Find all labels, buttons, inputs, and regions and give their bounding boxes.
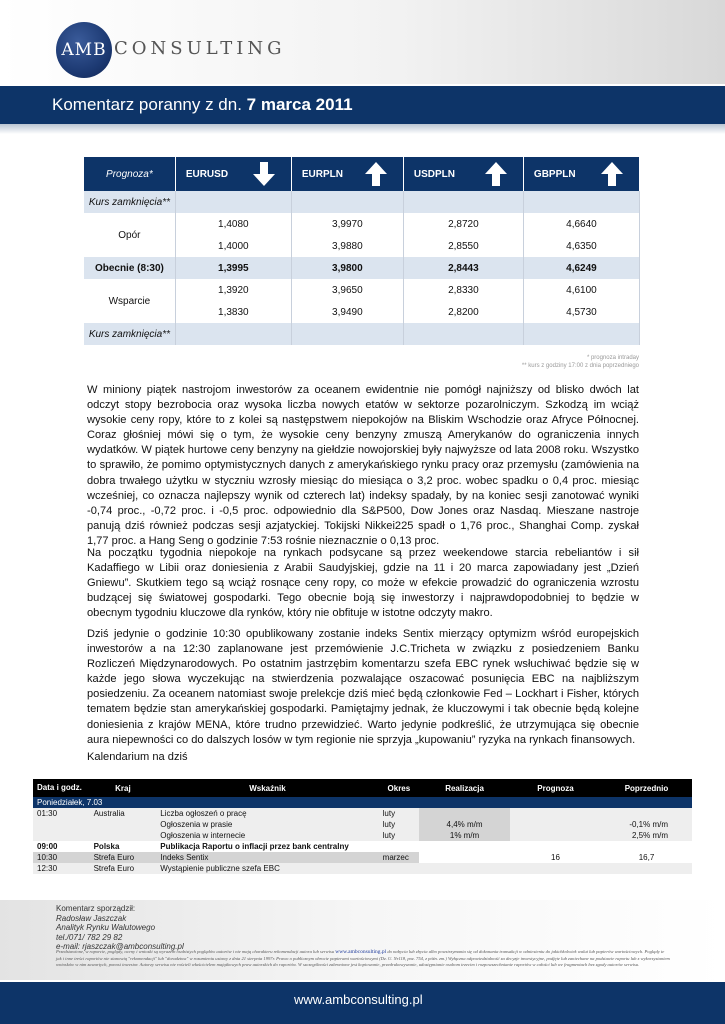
- cal-previous: [601, 863, 692, 874]
- table-row: [33, 808, 692, 819]
- disclaimer-b: do nabycia lub zbycia albo powstrzymania się od dokonania transakcji w odniesieniu do jakichkolwiek walut lub papierów wartościowych. Poglądy te jak i inne treści raportów nie stanowią "rekomendacji" lub "doradztwa" w rozumieniu ustawy z dnia 21 sierpnia 1997r. Prawo o publicznym obrocie papierami wartościowymi (Dz. U. Nr118, poz. 754, z późn. zm.) Wyłączna odpowiedzialność za decyzje inwestycyjne, podjęte lub zaniechane na podstawie raportu lub z wykorzystaniem wniosków w nim zawartych, ponosi inwestor. Autorzy serwisu nie rościeli właścicielem majątkowych praw autorskich do raportów. W szczególności zabronione jest kopiowanie, przedrukowywanie, udostępnianie osobom trzecim i rozpowszechnianie raportów w całości lub we fragmentach bez zgody autorów serwisu.: [56, 949, 670, 968]
- value-cell: 3,9800: [291, 257, 403, 279]
- arrow-up-icon: [363, 161, 389, 187]
- cal-actual: 1% m/m: [419, 830, 510, 841]
- header-eurpln: [291, 157, 403, 191]
- forecast-table: [84, 157, 640, 345]
- cal-previous: [601, 808, 692, 819]
- col-period: Okres: [379, 779, 419, 797]
- header-eurusd: [175, 157, 291, 191]
- value-cell: 3,9650: [291, 279, 403, 301]
- cal-forecast: [510, 808, 601, 819]
- value-cell: 1,3830: [175, 301, 291, 323]
- kurs-row-bottom: [84, 323, 640, 345]
- arrow-up-icon: [599, 161, 625, 187]
- title-date: 7 marca 2011: [246, 95, 353, 114]
- table-row: [33, 852, 692, 863]
- arrow-up-icon: [483, 161, 509, 187]
- cal-country: Strefa Euro: [90, 863, 157, 874]
- cal-period: [379, 841, 419, 852]
- cal-time: [33, 819, 90, 830]
- page-title: [52, 95, 353, 115]
- cal-forecast: [510, 841, 601, 852]
- cal-previous: -0,1% m/m: [601, 819, 692, 830]
- currency-usdpln: USDPLN: [413, 168, 455, 180]
- cal-forecast: [510, 863, 601, 874]
- cal-actual: [419, 863, 510, 874]
- author-name: Radosław Jaszczak: [56, 913, 127, 923]
- header-usdpln: [403, 157, 523, 191]
- value-cell: 1,4000: [175, 235, 291, 257]
- header-gbppln: [523, 157, 639, 191]
- col-country: Kraj: [90, 779, 157, 797]
- prepared-by: Komentarz sporządził:: [56, 904, 136, 913]
- calendar-header: [33, 779, 692, 797]
- value-cell: 3,9880: [291, 235, 403, 257]
- author-phone: tel./071/ 782 29 82: [56, 932, 123, 942]
- cal-time: 09:00: [37, 842, 58, 851]
- value-cell: 4,6249: [523, 257, 639, 279]
- note-close: ** kurs z godziny 17:00 z dnia poprzedniego: [521, 363, 639, 369]
- cal-actual: [419, 808, 510, 819]
- value-cell: 1,3920: [175, 279, 291, 301]
- disclaimer: [56, 949, 670, 969]
- cal-previous: 16,7: [601, 852, 692, 863]
- value-cell: 2,8443: [403, 257, 523, 279]
- support-label: Wsparcie: [84, 279, 175, 323]
- table-row: [33, 819, 692, 830]
- cal-indicator: Ogłoszenia w prasie: [156, 819, 378, 830]
- value-cell: 2,8720: [403, 213, 523, 235]
- cal-period: luty: [379, 830, 419, 841]
- cal-actual: 4,4% m/m: [419, 819, 510, 830]
- cal-country: Strefa Euro: [90, 852, 157, 863]
- value-cell: 4,5730: [523, 301, 639, 323]
- arrow-down-icon: [251, 161, 277, 187]
- cal-time: [33, 830, 90, 841]
- cal-period: marzec: [379, 852, 419, 863]
- table-row: [33, 830, 692, 841]
- website-link[interactable]: www.ambconsulting.pl: [294, 992, 423, 1007]
- cal-actual: [419, 841, 510, 852]
- table-row: [33, 841, 692, 852]
- cal-forecast: [510, 830, 601, 841]
- col-actual: Realizacja: [419, 779, 510, 797]
- author-block: [56, 904, 184, 952]
- value-cell: 2,8550: [403, 235, 523, 257]
- calendar-day-row: [33, 797, 692, 808]
- cal-indicator: Publikacja Raportu o inflacji przez bank centralny: [160, 842, 349, 851]
- title-bar: [0, 86, 725, 124]
- currency-eurpln: EURPLN: [301, 168, 343, 180]
- value-cell: 4,6640: [523, 213, 639, 235]
- logo-text: CONSULTING: [114, 38, 286, 59]
- cal-indicator: Wystąpienie publiczne szefa EBC: [156, 863, 378, 874]
- value-cell: 4,6350: [523, 235, 639, 257]
- disclaimer-a: Przedstawione, w raporcie, poglądy, oceny i wnioski są wyrazem osobistych poglądów autorów i nie mają charakteru rekomendacji autora lub serwisu: [56, 949, 335, 954]
- value-cell: 4,6100: [523, 279, 639, 301]
- title-shadow: [0, 124, 725, 134]
- author-position: Analityk Rynku Walutowego: [56, 923, 156, 932]
- value-cell: 1,4080: [175, 213, 291, 235]
- kurs-label: Kurs zamknięcia**: [84, 191, 175, 213]
- logo-short: AMB: [61, 40, 107, 60]
- forecast-label: Prognoza*: [84, 157, 175, 191]
- kurs-row-top: [84, 191, 640, 213]
- bottom-bar: [0, 982, 725, 1024]
- col-forecast: Prognoza: [510, 779, 601, 797]
- value-cell: 1,3995: [175, 257, 291, 279]
- header: [0, 0, 725, 84]
- value-cell: 3,9970: [291, 213, 403, 235]
- cal-indicator: Indeks Sentix: [156, 852, 378, 863]
- current-row: [84, 257, 640, 279]
- cal-actual: [419, 852, 510, 863]
- kurs-label: Kurs zamknięcia**: [84, 323, 175, 345]
- cal-country: Polska: [93, 842, 120, 851]
- value-cell: 2,8200: [403, 301, 523, 323]
- calendar-heading: Kalendarium na dziś: [87, 751, 188, 763]
- cal-country: [90, 830, 157, 841]
- col-indicator: Wskaźnik: [156, 779, 378, 797]
- calendar-table: [33, 779, 692, 874]
- value-cell: 2,8330: [403, 279, 523, 301]
- currency-eurusd: EURUSD: [185, 168, 229, 180]
- title-prefix: Komentarz poranny z dn.: [52, 95, 247, 114]
- cal-time: 01:30: [33, 808, 90, 819]
- resistance-label: Opór: [84, 213, 175, 257]
- cal-previous: [601, 841, 692, 852]
- disclaimer-link[interactable]: www.ambconsulting.pl: [335, 949, 387, 955]
- author-email[interactable]: e-mail: rjaszczak@ambconsulting.pl: [56, 942, 184, 951]
- amb-logo: [56, 22, 112, 78]
- table-row: [33, 863, 692, 874]
- value-cell: 3,9490: [291, 301, 403, 323]
- note-intraday: * prognoza intraday: [586, 355, 639, 361]
- calendar-day: Poniedziałek, 7.03: [33, 797, 692, 808]
- current-label: Obecnie (8:30): [84, 257, 175, 279]
- cal-indicator: Liczba ogłoszeń o pracę: [156, 808, 378, 819]
- cal-forecast: [510, 819, 601, 830]
- resistance-row-1: [84, 213, 640, 235]
- col-date: Data i godz.: [33, 779, 90, 797]
- cal-country: [90, 819, 157, 830]
- cal-forecast: 16: [510, 852, 601, 863]
- support-row-1: [84, 279, 640, 301]
- paragraph-1: W miniony piątek nastrojom inwestorów za oceanem ewidentnie nie pomógł najniższy od blisko dwóch lat odczyt stopy bezrobocia oraz wysoka liczba nowych etatów w sektorze pozarolniczym. Szkodzą im wciąż wysokie ceny ropy, które to z kolei są następstwem niepokojów na Bliskim Wschodzie oraz Afryce Północnej. Coraz głośniej mówi się o tym, że wysokie ceny benzyny zmuszą Amerykanów do ograniczenia innych wydatków. W piątek hurtowe ceny benzyny na giełdzie nowojorskiej były najwyższe od lata 2008 roku. Wszystko to sprawiło, że pomimo optymistycznych danych z amerykańskiego rynku pracy oraz przemysłu (zamówienia na dobra trwałego użytku w styczniu wzrosły miesiąc do miesiąca o 3,2 proc. wobec spadku o 0,4 proc. miesiąc wcześniej, co oznacza najlepszy wynik od czterech lat) indeksy spadały, by na koniec sesji zanotować wyniki -0,74 proc., -0,72 proc. i -0,5 proc. odpowiednio dla S&P500, Dow Jones oraz Nasdaq. Mieszane nastroje panują dziś również podczas sesji azjatyckiej. Tokijski Nikkei225 spadł o 1,76 proc., Shanghai Comp. zyskał 1,77 proc. a Hang Seng o godzinie 7:53 rośnie nieznacznie o 0,13 proc.: [87, 384, 639, 547]
- cal-country: Australia: [90, 808, 157, 819]
- cal-time: 10:30: [33, 852, 90, 863]
- cal-indicator: Ogłoszenia w internecie: [156, 830, 378, 841]
- cal-period: [379, 863, 419, 874]
- currency-gbppln: GBPPLN: [533, 168, 576, 180]
- cal-previous: 2,5% m/m: [601, 830, 692, 841]
- col-previous: Poprzednio: [601, 779, 692, 797]
- cal-time: 12:30: [33, 863, 90, 874]
- cal-period: luty: [379, 808, 419, 819]
- forecast-header-row: [84, 157, 640, 191]
- cal-period: luty: [379, 819, 419, 830]
- paragraph-2: Na początku tygodnia niepokoje na rynkach podsycane są przez weekendowe starcia rebeliantów i sił Kadaffiego w Libii oraz doniesienia z Arabii Saudyjskiej, gdzie na 11 i 20 marca zapowiadany jest „Dzień Gniewu”. Skutkiem tego są wciąż rosnące ceny ropy, co może w efekcie prowadzić do ograniczenia wzrostu budzącej się światowej gospodarki. Tego obecnie boją się inwestorzy i najprawdopodobniej to będzie w obecnym tygodniu kluczowe dla rynków, który nie obfituje w istotne odczyty makro.: [87, 547, 639, 620]
- paragraph-3: Dziś jedynie o godzinie 10:30 opublikowany zostanie indeks Sentix mierzący optymizm wśród europejskich inwestorów a na 12:30 zaplanowane jest przemówienie J.C.Tricheta w związku z posiedzeniem Banku Rozliczeń Międzynarodowych. Po ostatnim jastrzębim komentarzu szefa EBC rynek wsłuchiwać będzie się w każde jego słowa wyczekując na stwierdzenia pozwalające oszacować posunięcia EBC na najbliższym posiedzeniu. Za oceanem natomiast swoje prelekcje dziś mieć będą członkowie Fed – Lockhart i Fisher, których tematem będzie stan amerykańskiej gospodarki. Pamiętajmy jednak, że kluczowymi i tak obecnie będą kolejne doniesienia z krajów MENA, które trudno przewidzieć. Warto jedynie podkreślić, że utrzymująca się obecnie aura niepewności co do dalszych losów w tym regionie nie sprzyja „kupowaniu” ryzyka na rynkach finansowych.: [87, 628, 639, 746]
